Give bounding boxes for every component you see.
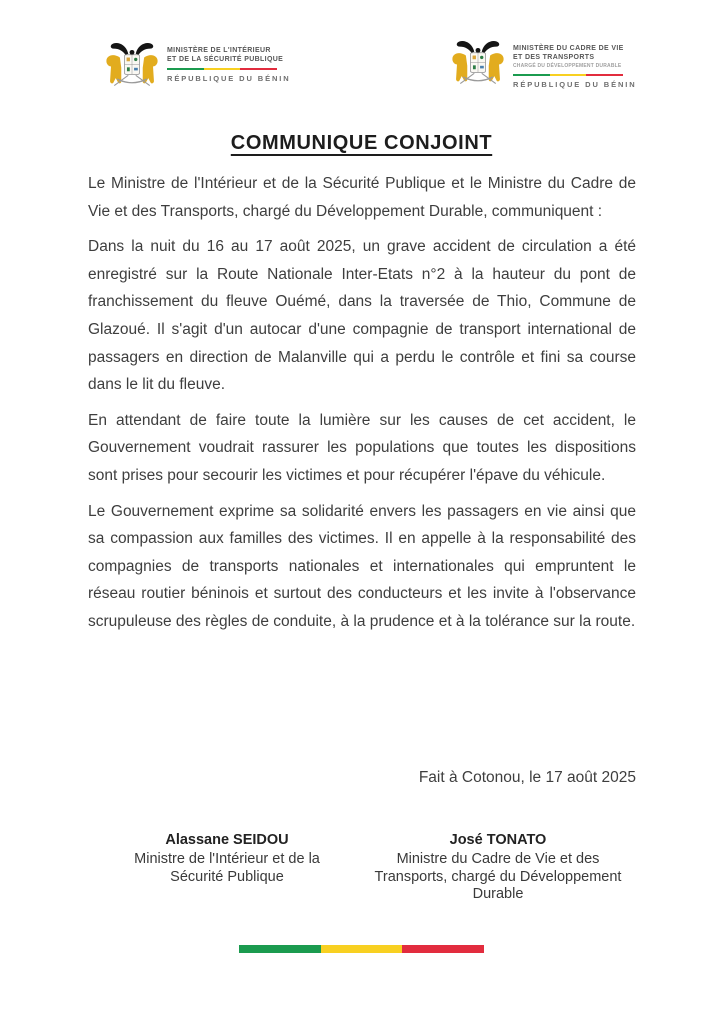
ministry-name-line2: ET DES TRANSPORTS [513,54,595,61]
ministry-name-line2: ET DE LA SÉCURITÉ PUBLIQUE [167,56,284,63]
signatory-role: Ministre de l'Intérieur et de la Sécurité Publique [134,851,320,885]
header-ministry-transport [450,38,637,89]
benin-coat-of-arms-icon [450,38,506,88]
signature-transport-minister [366,832,630,904]
flag-divider [167,68,277,70]
paragraph-measures: En attendant de faire toute la lumière sur les causes de cet accident, le Gouvernement voudrait rassurer les populations que toutes les dispositions sont prises pour secourir les victimes et pour récupérer l'épave du véhicule. [88,411,636,484]
signatory-role: Ministre du Cadre de Vie et des Transports, chargé du Développement Durable [374,851,622,902]
dateline: Fait à Cotonou, le 17 août 2025 [418,769,636,786]
republic-label: RÉPUBLIQUE DU BÉNIN [513,80,637,89]
header-ministry-interior [104,40,291,90]
signature-interior-minister [130,832,324,886]
benin-flag-bar [239,945,484,953]
ministry-name-line1: MINISTÈRE DU CADRE DE VIE [513,45,624,52]
flag-divider [513,74,623,76]
ministry-name-line1: MINISTÈRE DE L'INTÉRIEUR [167,47,271,54]
benin-coat-of-arms-icon [104,40,160,90]
signatory-name: Alassane SEIDOU [165,832,289,848]
paragraph-accident: Dans la nuit du 16 au 17 août 2025, un grave accident de circulation a été enregistré sur la Route Nationale Inter-Etats n°2 à la hauteur du pont de franchissement du fleuve Ouémé, dans la traversée de Thio, Commune de Glazoué. Il s'agit d'un autocar d'une compagnie de transport international de passagers en direction de Malanville qui a perdu le contrôle et fini sa course dans le lit du fleuve. [88,238,636,394]
signatory-name: José TONATO [449,832,547,848]
ministry-name-line3: CHARGÉ DU DÉVELOPPEMENT DURABLE [513,63,622,69]
paragraph-solidarity: Le Gouvernement exprime sa solidarité envers les passagers en vie ainsi que sa compassion aux familles des victimes. Il en appelle à la responsabilité des compagnies de transports nationales et internationales qui empruntent le réseau routier béninois et surtout des conducteurs et les invite à l'observance scrupuleuse des règles de conduite, à la prudence et à la tolérance sur la route. [88,502,636,630]
paragraph-intro: Le Ministre de l'Intérieur et de la Sécurité Publique et le Ministre du Cadre de Vie et des Transports, chargé du Développement Durable, communiquent : [88,175,636,220]
republic-label: RÉPUBLIQUE DU BÉNIN [167,74,291,83]
communique-body [88,170,636,644]
page-title: COMMUNIQUE CONJOINT [230,132,493,154]
